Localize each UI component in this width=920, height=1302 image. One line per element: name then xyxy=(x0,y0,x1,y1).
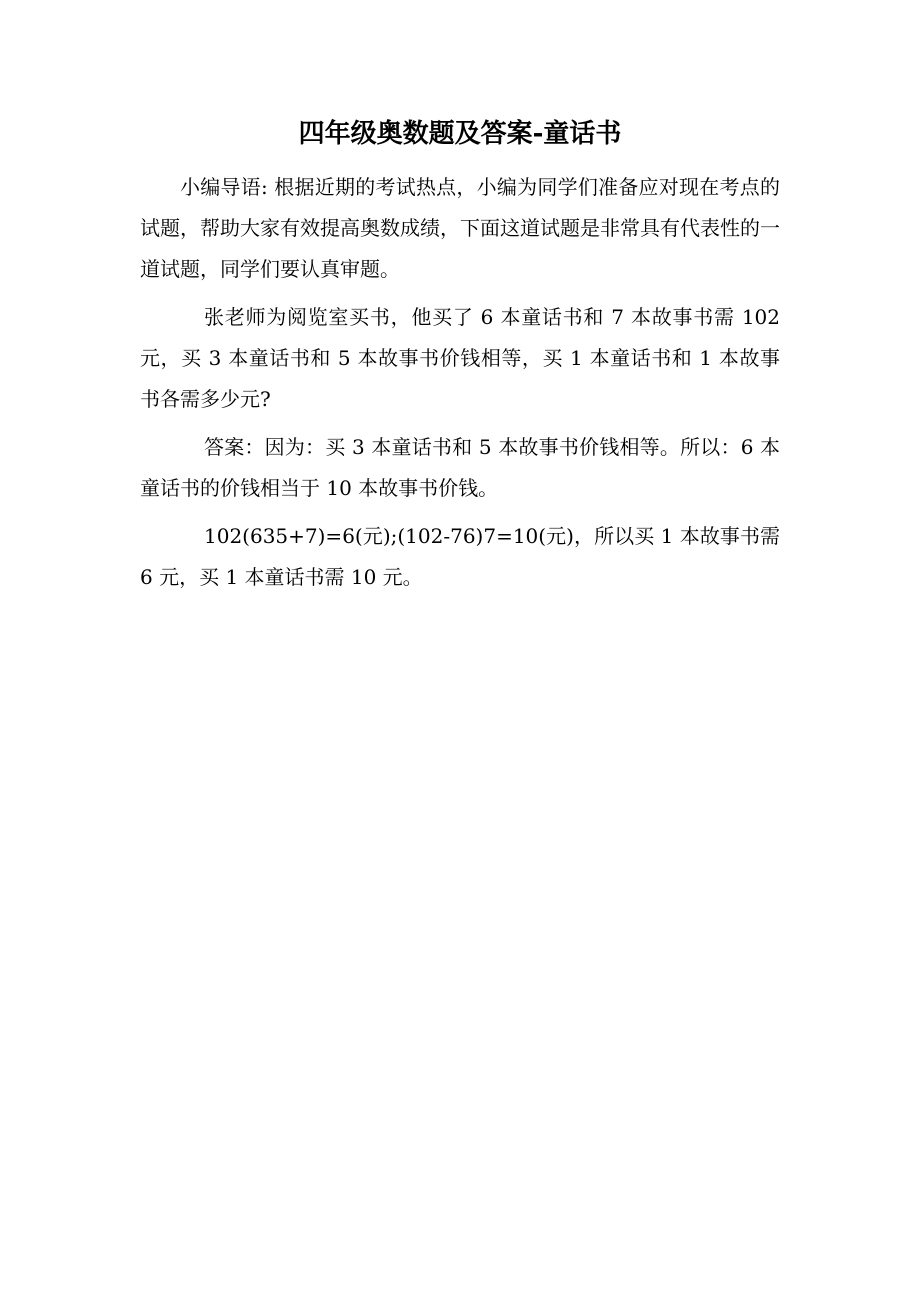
calculation-paragraph: 102(635+7)=6(元);(102-76)7=10(元)，所以买 1 本故事书需 6 元，买 1 本童话书需 10 元。 xyxy=(140,524,780,589)
document-title: 四年级奥数题及答案-童话书 xyxy=(298,119,622,149)
answer-paragraph: 答案：因为：买 3 本童话书和 5 本故事书价钱相等。所以：6 本童话书的价钱相当于 10 本故事书价钱。 xyxy=(140,435,780,500)
document-body xyxy=(140,167,780,605)
question-paragraph: 张老师为阅览室买书，他买了 6 本童话书和 7 本故事书需 102 元，买 3 本童话书和 5 本故事书价钱相等，买 1 本童话书和 1 本故事书各需多少元? xyxy=(140,305,780,411)
intro-paragraph: 小编导语: 根据近期的考试热点，小编为同学们准备应对现在考点的试题，帮助大家有效提高奥数成绩，下面这道试题是非常具有代表性的一道试题，同学们要认真审题。 xyxy=(140,175,780,281)
